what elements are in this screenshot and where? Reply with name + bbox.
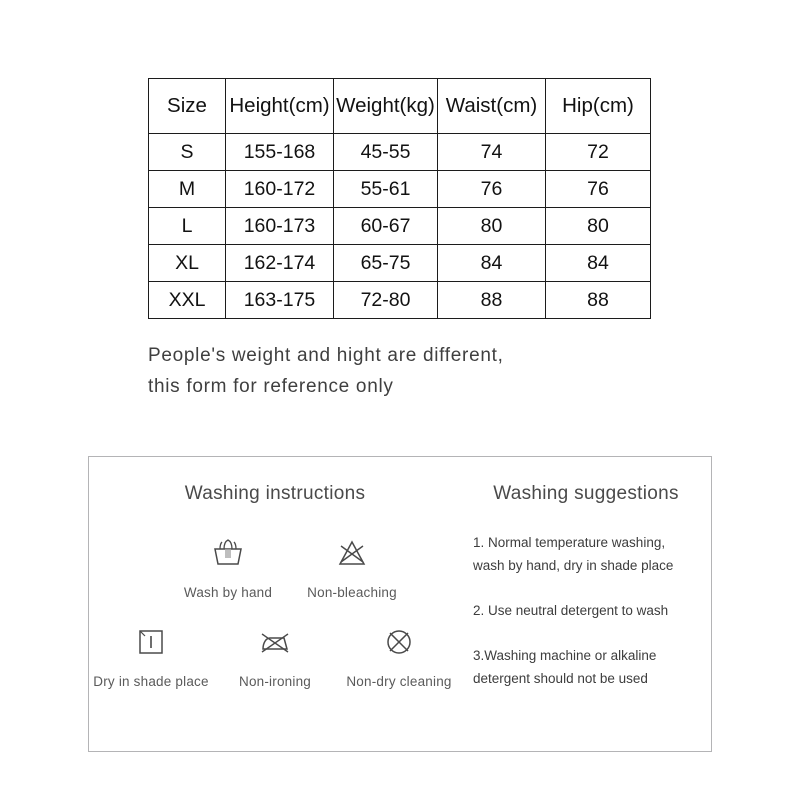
table-row xyxy=(149,245,651,282)
care-icon-grid xyxy=(89,533,461,689)
suggestion-line: wash by hand, dry in shade place xyxy=(473,558,674,573)
cell-hip: 88 xyxy=(546,282,651,319)
cell-size: M xyxy=(149,171,226,208)
cell-weight: 65-75 xyxy=(334,245,438,282)
table-header-row xyxy=(149,79,651,134)
dry-in-shade-icon xyxy=(89,622,213,662)
suggestion-item xyxy=(473,599,699,622)
size-table xyxy=(148,78,651,319)
cell-height: 160-173 xyxy=(226,208,334,245)
care-icon-label: Dry in shade place xyxy=(93,674,209,689)
non-ironing-icon xyxy=(213,622,337,662)
column-header-size: Size xyxy=(149,79,226,134)
hand-wash-icon xyxy=(166,533,290,573)
care-icon-row-top xyxy=(89,533,461,600)
cell-size: S xyxy=(149,134,226,171)
cell-size: XL xyxy=(149,245,226,282)
table-row xyxy=(149,208,651,245)
cell-height: 162-174 xyxy=(226,245,334,282)
cell-height: 160-172 xyxy=(226,171,334,208)
column-header-height: Height(cm) xyxy=(226,79,334,134)
column-header-hip: Hip(cm) xyxy=(546,79,651,134)
non-dry-cleaning-icon xyxy=(337,622,461,662)
cell-weight: 55-61 xyxy=(334,171,438,208)
non-bleach-icon xyxy=(290,533,414,573)
washing-suggestions-heading: Washing suggestions xyxy=(493,483,679,504)
care-icon-label: Wash by hand xyxy=(183,585,273,600)
washing-suggestions-list xyxy=(473,531,699,690)
care-icon-non-dry-cleaning xyxy=(337,622,461,689)
cell-weight: 45-55 xyxy=(334,134,438,171)
suggestion-line: detergent should not be used xyxy=(473,671,648,686)
cell-waist: 76 xyxy=(438,171,546,208)
washing-instructions-section xyxy=(89,457,461,751)
cell-hip: 84 xyxy=(546,245,651,282)
column-header-weight: Weight(kg) xyxy=(334,79,438,134)
note-line-1: People's weight and hight are different, xyxy=(148,345,504,366)
cell-waist: 88 xyxy=(438,282,546,319)
cell-hip: 72 xyxy=(546,134,651,171)
washing-instructions-heading: Washing instructions xyxy=(184,483,366,504)
cell-waist: 80 xyxy=(438,208,546,245)
cell-size: XXL xyxy=(149,282,226,319)
care-panel xyxy=(88,456,712,752)
suggestion-item xyxy=(473,644,699,690)
size-chart-note xyxy=(148,340,668,402)
note-line-2: this form for reference only xyxy=(148,376,394,397)
cell-height: 163-175 xyxy=(226,282,334,319)
suggestion-line: 1. Normal temperature washing, xyxy=(473,535,666,550)
column-header-waist: Waist(cm) xyxy=(438,79,546,134)
cell-hip: 80 xyxy=(546,208,651,245)
care-icon-label: Non-dry cleaning xyxy=(346,674,452,689)
suggestion-line: 2. Use neutral detergent to wash xyxy=(473,603,669,618)
cell-height: 155-168 xyxy=(226,134,334,171)
table-row xyxy=(149,171,651,208)
care-icon-row-bottom xyxy=(89,622,461,689)
cell-waist: 74 xyxy=(438,134,546,171)
care-icon-label: Non-bleaching xyxy=(307,585,397,600)
cell-weight: 60-67 xyxy=(334,208,438,245)
cell-waist: 84 xyxy=(438,245,546,282)
care-icon-wash-by-hand xyxy=(166,533,290,600)
care-icon-dry-in-shade xyxy=(89,622,213,689)
care-icon-non-bleaching xyxy=(290,533,414,600)
care-icon-non-ironing xyxy=(213,622,337,689)
cell-hip: 76 xyxy=(546,171,651,208)
table-row xyxy=(149,134,651,171)
care-icon-label: Non-ironing xyxy=(239,674,311,689)
suggestion-item xyxy=(473,531,699,577)
suggestion-line: 3.Washing machine or alkaline xyxy=(473,648,657,663)
size-chart xyxy=(148,78,650,319)
cell-size: L xyxy=(149,208,226,245)
cell-weight: 72-80 xyxy=(334,282,438,319)
washing-suggestions-section xyxy=(461,457,711,751)
table-row xyxy=(149,282,651,319)
